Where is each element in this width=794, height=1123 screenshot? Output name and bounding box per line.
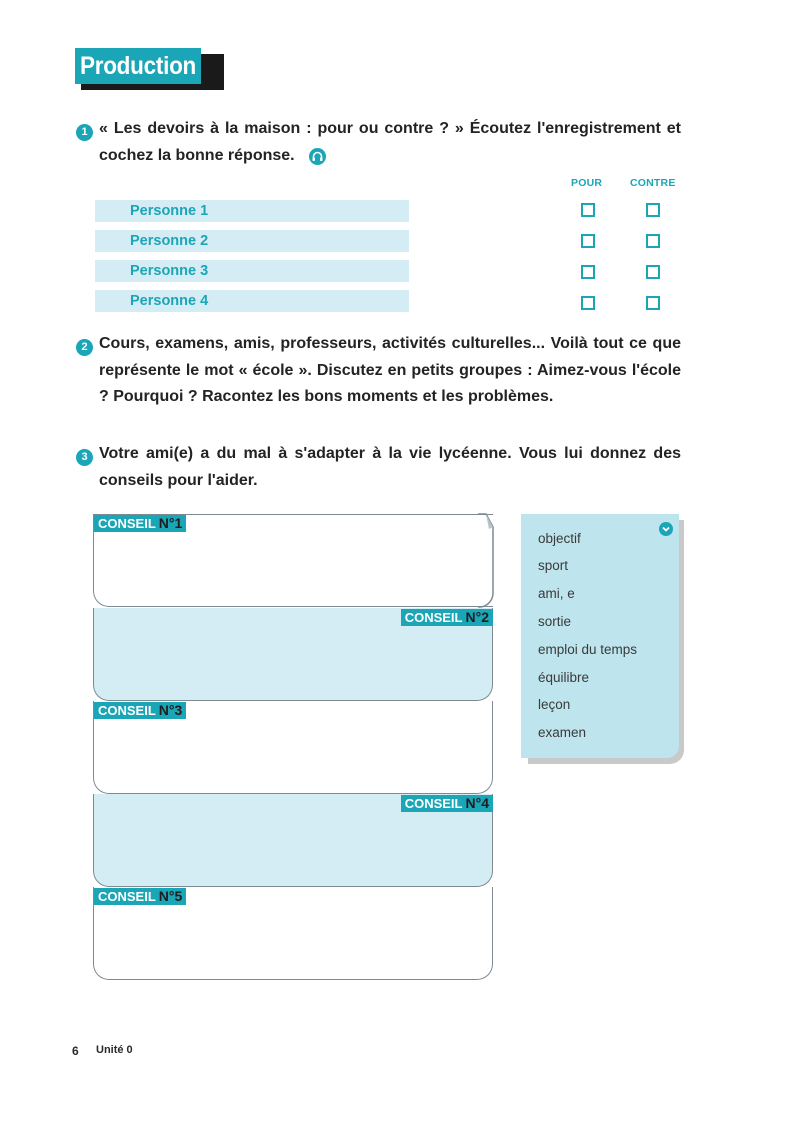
exercise-3-text: Votre ami(e) a du mal à s'adapter à la vie lycéenne. Vous lui donnez des conseils pour l'aider.	[99, 445, 681, 489]
checkbox-contre-2[interactable]	[646, 234, 660, 248]
advice-label-3	[94, 702, 186, 719]
exercise-1-number: 1	[76, 124, 93, 141]
checkbox-pour-4[interactable]	[581, 296, 595, 310]
advice-label-5-number: N°5	[158, 888, 183, 904]
advice-label-4-word: CONSEIL	[404, 796, 463, 811]
checkbox-pour-1[interactable]	[581, 203, 595, 217]
headphones-icon[interactable]	[309, 148, 326, 165]
unit-label: Unité 0	[96, 1044, 133, 1056]
checkbox-pour-3[interactable]	[581, 265, 595, 279]
advice-label-5	[94, 888, 186, 905]
advice-label-4	[401, 795, 493, 812]
advice-label-2	[401, 609, 493, 626]
advice-label-1	[94, 515, 186, 532]
vocabulary-item-3: ami, e	[538, 586, 575, 601]
checkbox-contre-4[interactable]	[646, 296, 660, 310]
exercise-3-number: 3	[76, 449, 93, 466]
advice-label-4-number: N°4	[465, 795, 489, 811]
advice-label-5-word: CONSEIL	[98, 889, 156, 904]
advice-label-2-number: N°2	[465, 609, 489, 625]
person-row-4: Personne 4	[95, 290, 409, 312]
advice-label-1-word: CONSEIL	[98, 516, 156, 531]
page-number: 6	[72, 1044, 79, 1058]
vocabulary-item-7: leçon	[538, 697, 571, 712]
checkbox-contre-3[interactable]	[646, 265, 660, 279]
advice-box-1-corner	[478, 513, 498, 609]
vocabulary-item-8: examen	[538, 725, 587, 740]
vocabulary-item-5: emploi du temps	[538, 642, 638, 657]
advice-label-3-word: CONSEIL	[98, 703, 156, 718]
checkbox-contre-1[interactable]	[646, 203, 660, 217]
vocabulary-item-1: objectif	[538, 531, 581, 546]
vocabulary-item-4: sortie	[538, 614, 572, 629]
advice-label-3-number: N°3	[158, 702, 183, 718]
column-header-contre: CONTRE	[630, 177, 676, 189]
vocabulary-card	[521, 514, 679, 758]
section-title: Production	[75, 48, 201, 84]
exercise-1-instructions	[99, 116, 681, 169]
person-row-1: Personne 1	[95, 200, 409, 222]
column-header-pour: POUR	[571, 177, 603, 189]
chevron-down-icon[interactable]	[659, 522, 673, 536]
person-row-3: Personne 3	[95, 260, 409, 282]
exercise-2-text: Cours, examens, amis, professeurs, activités culturelles... Voilà tout ce que représente le mot « école ». Discutez en petits groupes : Aimez-vous l'école ? Pourquoi ? Racontez les bons moments et les problèmes.	[99, 335, 681, 405]
advice-label-1-number: N°1	[158, 515, 183, 531]
advice-label-2-word: CONSEIL	[404, 610, 463, 625]
exercise-1-text: « Les devoirs à la maison : pour ou contre ? » Écoutez l'enregistrement et cochez la bonne réponse.	[99, 120, 681, 164]
checkbox-pour-2[interactable]	[581, 234, 595, 248]
vocabulary-item-2: sport	[538, 558, 569, 573]
person-row-2: Personne 2	[95, 230, 409, 252]
vocabulary-item-6: équilibre	[538, 670, 590, 685]
exercise-2-number: 2	[76, 339, 93, 356]
